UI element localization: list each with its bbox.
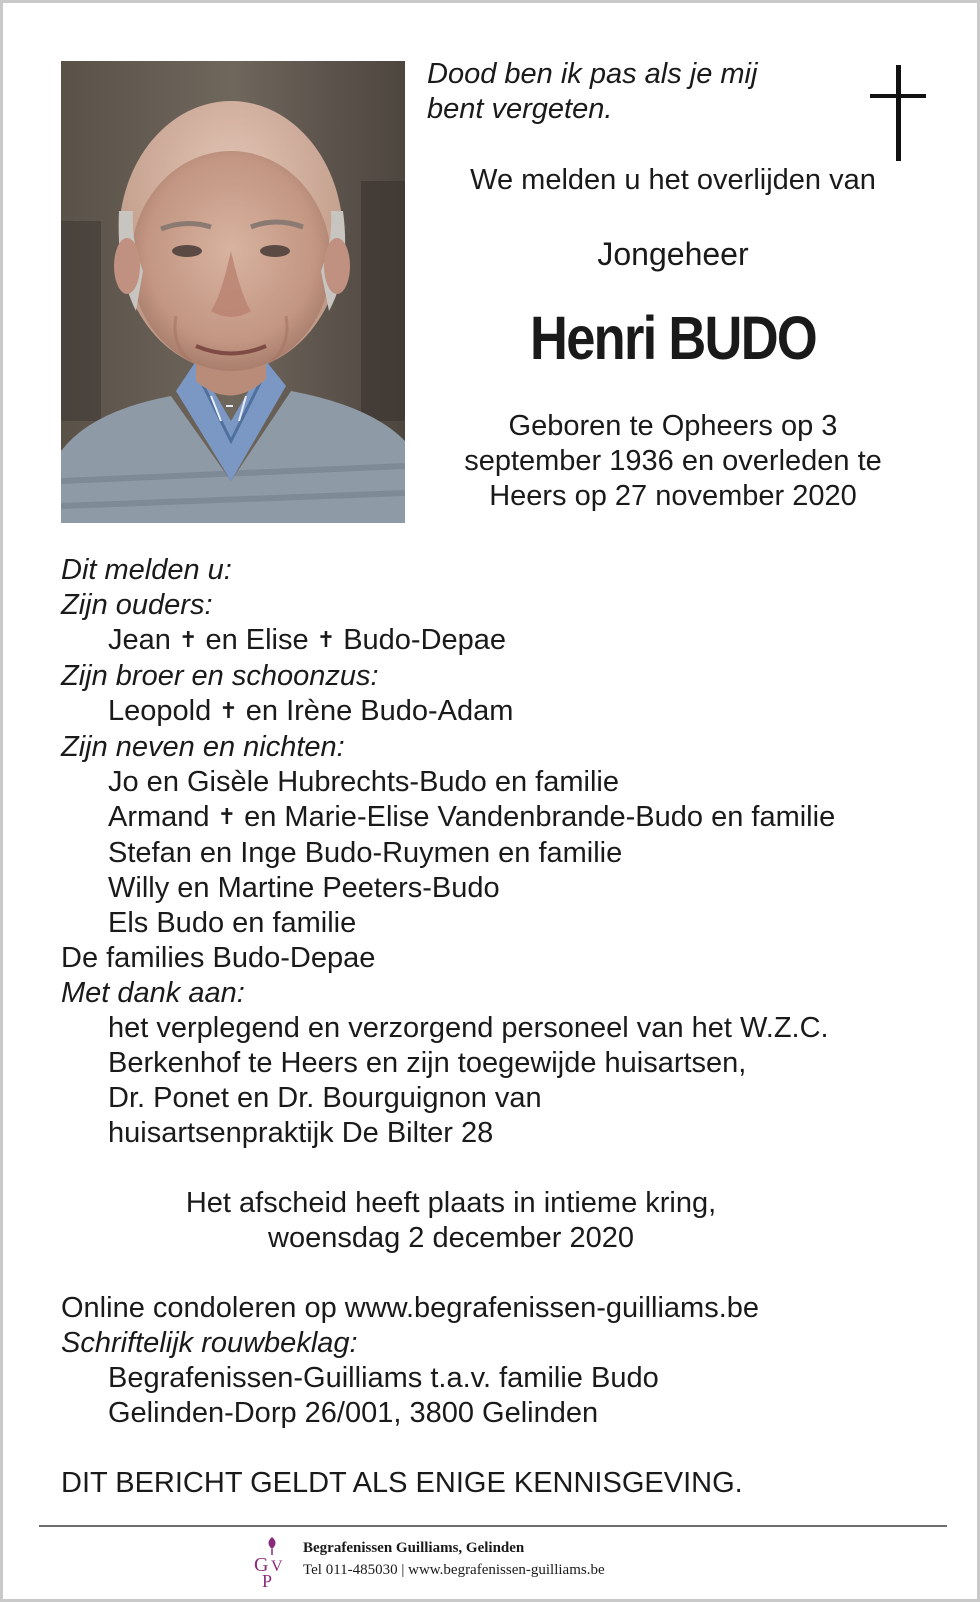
dates-line: Geboren te Opheers op 3 [508,410,838,442]
cross-icon [870,65,926,161]
parents-line: Jean ✝ en Elise ✝ Budo-Depae [108,624,507,656]
sibling-label: Zijn broer en schoonzus: [61,660,379,692]
svg-text:G: G [254,1554,269,1576]
deceased-cross-icon: ✝ [316,627,336,652]
portrait-illustration [61,61,405,523]
company-contact: Tel 011-485030 | www.begrafenissen-guilliams.be [303,1562,605,1578]
online-condolence: Online condoleren op www.begrafenissen-guilliams.be [61,1292,760,1324]
deceased-cross-icon: ✝ [219,698,238,723]
address-line: Gelinden-Dorp 26/001, 3800 Gelinden [108,1397,599,1429]
svg-text:V: V [271,1558,283,1575]
thanks-label: Met dank aan: [61,977,245,1009]
deceased-name: Henri BUDO [530,304,816,372]
dates-line: Heers op 27 november 2020 [489,480,857,512]
footer-text [303,1537,605,1581]
sibling-line: Leopold ✝ en Irène Budo-Adam [108,695,514,727]
nephew-line: Stefan en Inge Budo-Ruymen en familie [108,837,623,869]
thanks-line: Berkenhof te Heers en zijn toegewijde huisartsen, [108,1047,747,1079]
dates-line: september 1936 en overleden te [464,445,882,477]
honorific-title: Jongeheer [597,236,749,272]
footer-divider [39,1525,947,1527]
nephew-line: Armand ✝ en Marie-Elise Vandenbrande-Budo en familie [108,801,836,833]
announcement-text: We melden u het overlijden van [470,164,876,196]
thanks-line: huisartsenpraktijk De Bilter 28 [108,1117,494,1149]
farewell-line: Het afscheid heeft plaats in intieme kring, [185,1187,717,1219]
quote [427,57,847,127]
farewell-line: woensdag 2 december 2020 [268,1222,634,1254]
nephew-line: Els Budo en familie [108,907,357,939]
notice-line: DIT BERICHT GELDT ALS ENIGE KENNISGEVING. [61,1467,743,1499]
deceased-cross-icon: ✝ [178,627,198,652]
nephew-line: Willy en Martine Peeters-Budo [108,872,500,904]
portrait-photo [61,61,405,523]
quote-line: bent vergeten. [427,93,613,125]
funeral-home-logo-icon [251,1533,293,1591]
nephew-line: Jo en Gisèle Hubrechts-Budo en familie [108,766,619,798]
family-list [61,553,941,1501]
birth-death-dates [433,409,913,514]
thanks-line: Dr. Ponet en Dr. Bourguignon van [108,1082,542,1114]
written-condolence-label: Schriftelijk rouwbeklag: [61,1327,358,1359]
families-line: De families Budo-Depae [61,942,376,974]
intro-label: Dit melden u: [61,554,232,586]
address-line: Begrafenissen-Guilliams t.a.v. familie Budo [108,1362,659,1394]
quote-line: Dood ben ik pas als je mij [427,58,758,90]
deceased-cross-icon: ✝ [217,804,237,829]
nephews-label: Zijn neven en nichten: [61,731,345,763]
svg-text:P: P [262,1571,273,1591]
company-name: Begrafenissen Guilliams, Gelinden [303,1540,525,1556]
parents-label: Zijn ouders: [61,589,213,621]
thanks-line: het verplegend en verzorgend personeel van het W.Z.C. [108,1012,829,1044]
